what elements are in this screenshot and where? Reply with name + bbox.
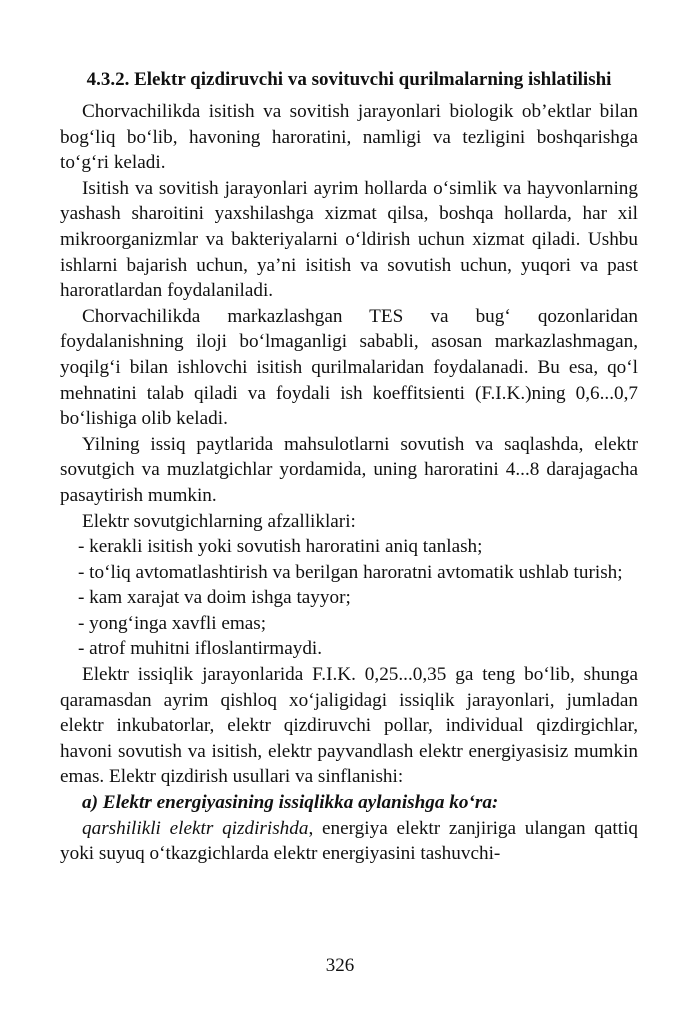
term-italic: qarshilikli elektr qizdirishda [82,817,309,839]
advantage-item: - atrof muhitni ifloslantirmaydi. [78,638,323,660]
page-content [60,68,638,867]
advantage-item: - to‘liq avtomatlashtirish va berilgan haroratni avtomatik ushlab turish; [78,561,623,583]
paragraph-resistance [60,816,638,867]
advantage-item: - kerakli isitish yoki sovutish haroratini aniq tanlash; [78,536,483,558]
advantage-item: - kam xarajat va doim ishga tayyor; [78,587,351,609]
classification-heading: a) Elektr energiyasining issiqlikka aylanishga ko‘ra: [82,792,499,814]
paragraph-3: Chorvachilikda markazlashgan TES va bug‘ qozonlaridan foydalanishning iloji bo‘lmaganligi sababli, asosan markazlashmagan, yoqilg‘i bilan ishlovchi isitish qurilmalaridan foydalanadi. Bu esa, qo‘l mehnatini talab qiladi va foydali ish koeffitsienti (F.I.K.)ning 0,6...0,7 bo‘lishiga olib keladi. [60,305,638,430]
advantage-item: - yong‘inga xavfli emas; [78,612,267,634]
paragraph-resistance-rest: , energiya elektr zanjiriga ulangan qattiq yoki suyuq o‘tkazgichlarda elektr energiyasini tashuvchi- [60,817,638,865]
advantages-intro: Elektr sovutgichlarning afzalliklari: [82,510,356,532]
paragraph-1: Chorvachilikda isitish va sovitish jarayonlari biologik ob’ektlar bilan bog‘liq bo‘lib, havoning haroratini, namligi va tezligini boshqarishga to‘g‘ri keladi. [60,101,638,174]
section-heading: 4.3.2. Elektr qizdiruvchi va sovituvchi qurilmalarning ishlatilishi [86,69,612,90]
paragraph-4: Yilning issiq paytlarida mahsulotlarni sovutish va saqlashda, elektr sovutgich va muzlatgichlar yordamida, uning haroratini 4...8 darajagacha pasaytirish mumkin. [60,433,638,506]
page-number: 326 [325,955,355,976]
paragraph-2: Isitish va sovitish jarayonlari ayrim hollarda o‘simlik va hayvonlarning yashash sharoitini yaxshilashga xizmat qilsa, boshqa hollarda, har xil mikroorganizmlar va bakteriyalarni o‘ldirish uchun xizmat qiladi. Ushbu ishlarni bajarish uchun, ya’ni isitish va sovutish uchun, yuqori va past haroratlardan foydalaniladi. [60,177,638,302]
paragraph-efficiency: Elektr issiqlik jarayonlarida F.I.K. 0,25...0,35 ga teng bo‘lib, shunga qaramasdan ayrim qishloq xo‘jaligidagi issiqlik jarayonlari, jumladan elektr inkubatorlar, elektr qizdiruvchi pollar, individual qizdirgichlar, havoni sovutish va isitish, elektr payvandlash elektr energiyasisiz mumkin emas. Elektr qizdirish usullari va sinflanishi: [60,664,638,788]
